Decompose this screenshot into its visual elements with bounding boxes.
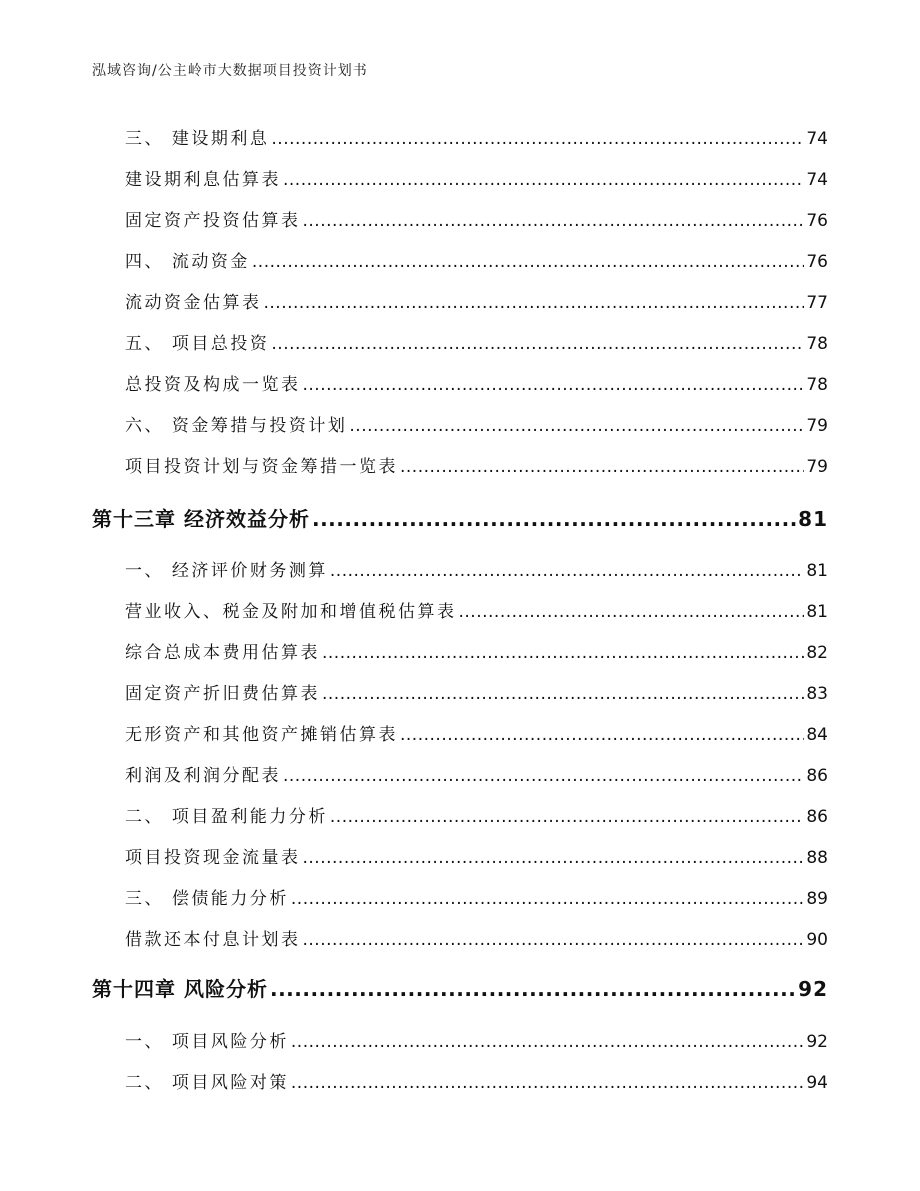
toc-entry[interactable] xyxy=(125,884,828,909)
toc-entry[interactable] xyxy=(125,288,828,313)
toc-entry-label: 建设期利息估算表 xyxy=(125,170,281,190)
toc-entry-label: 固定资产投资估算表 xyxy=(125,211,301,231)
toc-entry-page: 81 xyxy=(806,602,828,622)
leader-dots xyxy=(400,725,804,745)
toc-entry[interactable] xyxy=(125,370,828,395)
toc-entry[interactable] xyxy=(125,843,828,868)
leader-dots xyxy=(330,807,804,827)
toc-entry-label: 综合总成本费用估算表 xyxy=(125,643,320,663)
toc-entry-page: 81 xyxy=(806,561,828,581)
toc-entry-label: 四、 流动资金 xyxy=(125,252,250,272)
toc-entry-label: 一、 经济评价财务测算 xyxy=(125,561,328,581)
leader-dots xyxy=(303,211,805,231)
toc-entry-page: 88 xyxy=(806,848,828,868)
leader-dots xyxy=(312,507,796,531)
toc-entry-label: 流动资金估算表 xyxy=(125,293,262,313)
toc-entry[interactable] xyxy=(125,638,828,663)
leader-dots xyxy=(291,1073,804,1093)
leader-dots xyxy=(400,457,804,477)
leader-dots xyxy=(330,561,804,581)
toc-entry-page: 82 xyxy=(806,643,828,663)
toc-entry[interactable] xyxy=(125,720,828,745)
toc-entry[interactable] xyxy=(125,1027,828,1052)
toc-entry[interactable] xyxy=(125,597,828,622)
toc-entry-page: 94 xyxy=(806,1073,828,1093)
toc-entry[interactable] xyxy=(125,165,828,190)
leader-dots xyxy=(291,1032,804,1052)
toc-entry-page: 79 xyxy=(806,416,828,436)
toc-entry[interactable] xyxy=(125,452,828,477)
toc-chapter-label: 第十三章 经济效益分析 xyxy=(92,507,310,531)
toc-entry-page: 78 xyxy=(806,375,828,395)
toc-entry-page: 76 xyxy=(806,252,828,272)
toc-entry-label: 营业收入、税金及附加和增值税估算表 xyxy=(125,602,457,622)
leader-dots xyxy=(459,602,805,622)
toc-entry-label: 三、 建设期利息 xyxy=(125,129,270,149)
leader-dots xyxy=(283,766,804,786)
toc-entry-label: 总投资及构成一览表 xyxy=(125,375,301,395)
toc-entry-page: 76 xyxy=(806,211,828,231)
toc-chapter-page: 92 xyxy=(798,977,828,1001)
toc-entry[interactable] xyxy=(125,679,828,704)
toc-entry-page: 78 xyxy=(806,334,828,354)
toc-entry-page: 79 xyxy=(806,457,828,477)
leader-dots xyxy=(283,170,804,190)
toc-chapter-page: 81 xyxy=(798,507,828,531)
toc-chapter-label: 第十四章 风险分析 xyxy=(92,977,268,1001)
leader-dots xyxy=(264,293,805,313)
toc-entry-page: 86 xyxy=(806,766,828,786)
toc-entry-label: 一、 项目风险分析 xyxy=(125,1032,289,1052)
toc-entry-page: 90 xyxy=(806,930,828,950)
toc-entry[interactable] xyxy=(125,802,828,827)
leader-dots xyxy=(303,848,805,868)
leader-dots xyxy=(252,252,804,272)
leader-dots xyxy=(291,889,804,909)
leader-dots xyxy=(270,977,796,1001)
toc-entry-label: 六、 资金筹措与投资计划 xyxy=(125,416,348,436)
toc-entry-page: 83 xyxy=(806,684,828,704)
toc-entry-label: 五、 项目总投资 xyxy=(125,334,270,354)
toc-entry-label: 借款还本付息计划表 xyxy=(125,930,301,950)
toc-entry[interactable] xyxy=(125,124,828,149)
toc-entry[interactable] xyxy=(125,247,828,272)
toc-entry[interactable] xyxy=(125,1068,828,1093)
toc-chapter[interactable] xyxy=(92,973,828,1002)
toc-entry[interactable] xyxy=(125,329,828,354)
toc-entry[interactable] xyxy=(125,761,828,786)
toc-entry[interactable] xyxy=(125,556,828,581)
toc-chapter[interactable] xyxy=(92,503,828,532)
page-header: 泓域咨询/公主岭市大数据项目投资计划书 xyxy=(92,63,368,79)
toc-entry-page: 74 xyxy=(806,170,828,190)
toc-entry[interactable] xyxy=(125,206,828,231)
toc-entry-page: 74 xyxy=(806,129,828,149)
toc-entry-label: 二、 项目盈利能力分析 xyxy=(125,807,328,827)
toc-entry-page: 86 xyxy=(806,807,828,827)
leader-dots xyxy=(322,684,804,704)
toc-entry-label: 无形资产和其他资产摊销估算表 xyxy=(125,725,398,745)
leader-dots xyxy=(303,930,805,950)
toc-entry-page: 92 xyxy=(806,1032,828,1052)
toc-entry-page: 84 xyxy=(806,725,828,745)
leader-dots xyxy=(271,129,804,149)
toc-entry[interactable] xyxy=(125,925,828,950)
toc-entry-label: 三、 偿债能力分析 xyxy=(125,889,289,909)
leader-dots xyxy=(322,643,804,663)
toc-entry[interactable] xyxy=(125,411,828,436)
toc-entry-page: 89 xyxy=(806,889,828,909)
toc-entry-label: 固定资产折旧费估算表 xyxy=(125,684,320,704)
toc-entry-label: 项目投资计划与资金筹措一览表 xyxy=(125,457,398,477)
leader-dots xyxy=(349,416,804,436)
leader-dots xyxy=(271,334,804,354)
toc-entry-label: 二、 项目风险对策 xyxy=(125,1073,289,1093)
toc-entry-label: 利润及利润分配表 xyxy=(125,766,281,786)
leader-dots xyxy=(303,375,805,395)
toc-entry-label: 项目投资现金流量表 xyxy=(125,848,301,868)
toc-entry-page: 77 xyxy=(806,293,828,313)
